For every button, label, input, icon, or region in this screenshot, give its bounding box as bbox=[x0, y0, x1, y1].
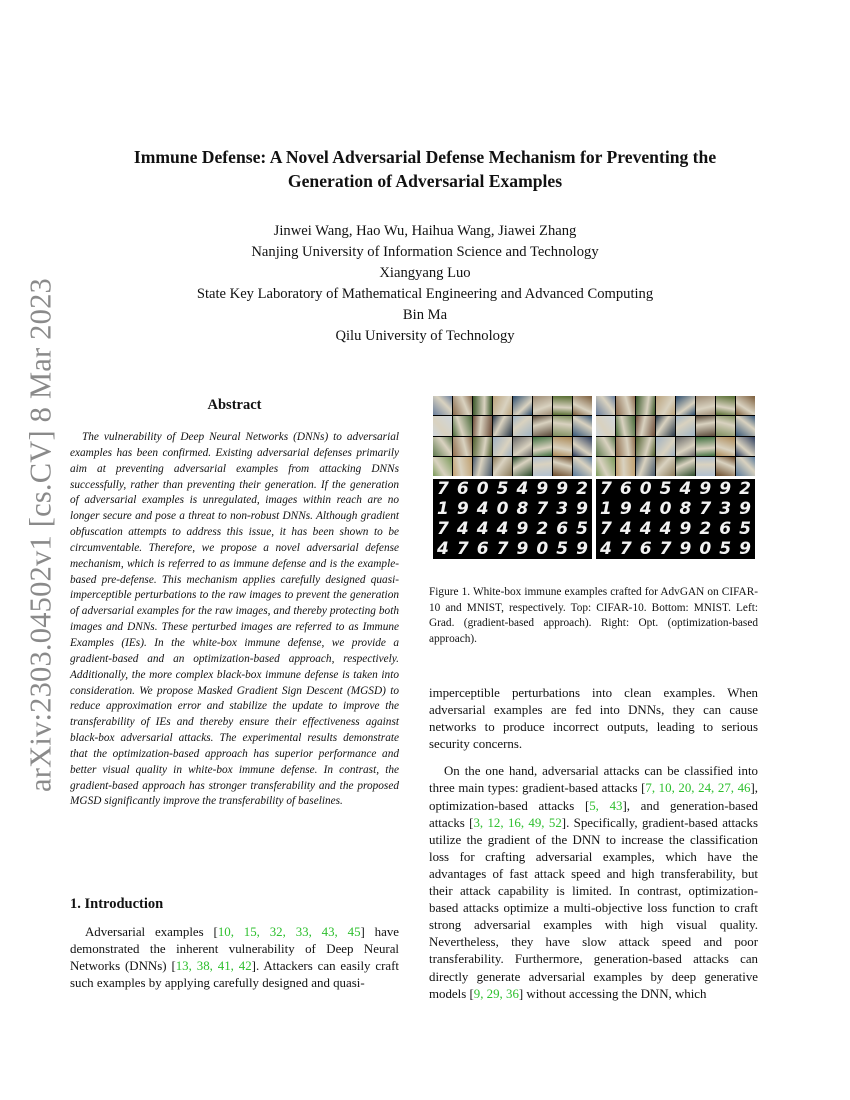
mnist-digit: 9 bbox=[576, 499, 588, 519]
mnist-digit: 5 bbox=[496, 479, 509, 499]
cifar-thumbnail bbox=[473, 437, 492, 456]
mnist-digit: 1 bbox=[600, 499, 612, 519]
cifar-thumbnail bbox=[513, 437, 532, 456]
cifar-thumbnail bbox=[573, 437, 592, 456]
affiliation-2: State Key Laboratory of Mathematical Engineering and Advanced Computing bbox=[196, 286, 654, 302]
mnist-digit: 9 bbox=[516, 519, 529, 539]
cifar-thumbnail bbox=[453, 396, 472, 415]
cifar-thumbnail bbox=[676, 396, 695, 415]
body-text: ]. Specifically, gradient-based attacks utilize the gradient of the DNN to increase the classification loss for crafting adversarial examples, which have the advantages of fast attack speed and high transferability, but their attack capability is limited. In contrast, optimization-based attacks optimize a multi-objective loss function to craft strong adversarial examples with high visual quality. Nevertheless, they have slow attack speed and poor transferability. Furthermore, generation-based attacks can directly generate adversarial examples by deep generative models [ bbox=[429, 815, 758, 1001]
authors-group-2: Xiangyang Luo bbox=[379, 265, 471, 281]
cifar-thumbnail bbox=[533, 437, 552, 456]
mnist-digit: 7 bbox=[496, 539, 509, 559]
cifar-thumbnail bbox=[573, 457, 592, 476]
intro-text: ] have demonstrated the inherent vulnerability of Deep Neural Networks (DNNs) [ bbox=[70, 925, 400, 974]
citation-link[interactable]: 3, 12, 16, 49, 52 bbox=[473, 815, 562, 830]
mnist-digit: 4 bbox=[619, 519, 632, 539]
cifar-thumbnail bbox=[553, 457, 572, 476]
figure-1-caption: Figure 1. White-box immune examples crafted for AdvGAN on CIFAR-10 and MNIST, respectively. Top: CIFAR-10. Bottom: MNIST. Left: Grad. (gradient-based approach). Right: Opt. (optimization-based approach). bbox=[429, 586, 758, 645]
mnist-digit: 4 bbox=[659, 519, 672, 539]
cifar-thumbnail bbox=[553, 416, 572, 435]
cifar-thumbnail bbox=[736, 416, 755, 435]
cifar-thumbnail bbox=[656, 457, 675, 476]
cifar-thumbnail bbox=[616, 416, 635, 435]
author-list bbox=[60, 221, 790, 347]
cifar-thumbnail bbox=[716, 437, 735, 456]
mnist-digit: 9 bbox=[576, 539, 588, 559]
introduction-heading: 1. Introduction bbox=[70, 896, 164, 912]
cifar-thumbnail bbox=[533, 457, 552, 476]
mnist-digit: 4 bbox=[600, 539, 612, 559]
cifar-thumbnail bbox=[736, 437, 755, 456]
mnist-digit: 6 bbox=[456, 479, 469, 499]
title-line-2: Generation of Adversarial Examples bbox=[287, 171, 563, 191]
body-text: ], and generation-based attacks [ bbox=[429, 798, 758, 830]
cifar-thumbnail bbox=[553, 437, 572, 456]
mnist-digit: 4 bbox=[516, 479, 529, 499]
cifar-thumbnail bbox=[573, 396, 592, 415]
mnist-digit: 7 bbox=[437, 479, 449, 499]
mnist-digit: 8 bbox=[516, 499, 529, 519]
mnist-digit: 9 bbox=[679, 519, 692, 539]
mnist-digit: 7 bbox=[659, 539, 672, 559]
cifar-thumbnail bbox=[736, 457, 755, 476]
mnist-digit: 2 bbox=[536, 519, 549, 539]
cifar-thumbnail bbox=[453, 437, 472, 456]
cifar-thumbnail bbox=[616, 457, 635, 476]
mnist-digit: 2 bbox=[699, 519, 712, 539]
mnist-digit: 0 bbox=[496, 499, 509, 519]
cifar-thumbnail bbox=[473, 396, 492, 415]
mnist-digit: 9 bbox=[516, 539, 529, 559]
mnist-digit: 7 bbox=[600, 519, 612, 539]
abstract-text: The vulnerability of Deep Neural Networks (DNNs) to adversarial examples has been confirmed. Existing adversarial defenses primarily aim at preventing adversarial examples from attacking DNNs successfully, rather than preventing their generation. If the generation of adversarial examples is unregulated, images within reach are no longer secure and pose a threat to non-robust DNNs. Although gradient obfuscation attempts to address this issue, it has been shown to be circumventable. Therefore, we propose a novel adversarial defense mechanism, which is referred to as immune defense and is the example-based pre-defense. This mechanism applies carefully designed quasi-imperceptible perturbations to the raw images to prevent the generation of adversarial examples for the raw images, and thereby protecting both images and DNNs. These perturbed images are referred to as Immune Examples (IEs). In the white-box immune defense, we provide a gradient-based and an optimization-based approach, respectively. Additionally, the more complex black-box immune defense is taken into consideration. We propose Masked Gradient Sign Descent (MGSD) to reduce approximation error and stabilize the update to improve the transferability of IEs and thereby ensure their effectiveness against black-box adversarial attacks. The experimental results demonstrate that the optimization-based approach has superior performance and better visual quality in white-box immune defense. In contrast, the gradient-based approach has stronger transferability and the proposed MGSD significantly improve the transferability of baselines. bbox=[70, 431, 399, 808]
introduction-paragraph bbox=[70, 924, 399, 992]
cifar-thumbnail bbox=[553, 396, 572, 415]
cifar-thumbnail bbox=[573, 416, 592, 435]
cifar-thumbnail bbox=[696, 416, 715, 435]
mnist-digit: 5 bbox=[556, 539, 569, 559]
mnist-grad-panel bbox=[433, 479, 592, 559]
cifar-thumbnail bbox=[636, 457, 655, 476]
cifar-thumbnail bbox=[716, 416, 735, 435]
cifar-thumbnail bbox=[596, 396, 615, 415]
citation-link[interactable]: 13, 38, 41, 42 bbox=[175, 959, 252, 974]
cifar-thumbnail bbox=[533, 396, 552, 415]
mnist-digit: 6 bbox=[556, 519, 569, 539]
mnist-digit: 4 bbox=[639, 519, 652, 539]
cifar-thumbnail bbox=[696, 396, 715, 415]
mnist-digit: 3 bbox=[719, 499, 732, 519]
cifar-thumbnail bbox=[453, 416, 472, 435]
mnist-digit: 4 bbox=[496, 519, 509, 539]
right-column-text bbox=[429, 685, 758, 1003]
mnist-digit: 7 bbox=[437, 519, 449, 539]
mnist-digit: 4 bbox=[476, 499, 489, 519]
cifar-thumbnail bbox=[656, 416, 675, 435]
mnist-digit: 9 bbox=[556, 479, 569, 499]
cifar-thumbnail bbox=[473, 457, 492, 476]
abstract-heading: Abstract bbox=[207, 397, 262, 413]
cifar-thumbnail bbox=[656, 396, 675, 415]
mnist-digit: 4 bbox=[456, 519, 469, 539]
citation-link[interactable]: 7, 10, 20, 24, 27, 46 bbox=[645, 781, 751, 796]
intro-text: ]. Attackers can easily craft such examples by applying carefully designed and quasi- bbox=[70, 959, 399, 991]
citation-link[interactable]: 10, 15, 32, 33, 43, 45 bbox=[217, 925, 361, 939]
cifar-thumbnail bbox=[513, 457, 532, 476]
intro-text: Adversarial examples [ bbox=[85, 925, 218, 939]
mnist-digit: 6 bbox=[476, 539, 489, 559]
mnist-digit: 6 bbox=[639, 539, 652, 559]
cifar-thumbnail bbox=[596, 437, 615, 456]
mnist-digit: 0 bbox=[476, 479, 489, 499]
citation-link[interactable]: 9, 29, 36 bbox=[473, 986, 519, 1001]
paper-title bbox=[60, 145, 790, 193]
mnist-opt-panel bbox=[596, 479, 755, 559]
mnist-digit: 7 bbox=[456, 539, 469, 559]
mnist-digit: 9 bbox=[739, 539, 751, 559]
cifar-thumbnail bbox=[513, 396, 532, 415]
cifar-thumbnail bbox=[716, 396, 735, 415]
cifar-thumbnail bbox=[696, 457, 715, 476]
cifar-thumbnail bbox=[493, 416, 512, 435]
affiliation-3: Qilu University of Technology bbox=[335, 328, 515, 344]
right-paragraph-1: imperceptible perturbations into clean examples. When adversarial examples are fed into DNNs, they can cause networks to produce incorrect outputs, leading to serious security concerns. bbox=[429, 686, 758, 752]
mnist-digit: 2 bbox=[576, 479, 588, 499]
cifar-thumbnail bbox=[696, 437, 715, 456]
mnist-digit: 5 bbox=[739, 519, 751, 539]
cifar-thumbnail bbox=[616, 437, 635, 456]
cifar-thumbnail bbox=[616, 396, 635, 415]
mnist-digit: 5 bbox=[659, 479, 672, 499]
cifar-thumbnail bbox=[493, 437, 512, 456]
cifar-thumbnail bbox=[676, 437, 695, 456]
mnist-digit: 2 bbox=[739, 479, 751, 499]
cifar-thumbnail bbox=[493, 457, 512, 476]
mnist-digit: 0 bbox=[699, 539, 712, 559]
mnist-digit: 8 bbox=[679, 499, 692, 519]
title-block bbox=[60, 145, 790, 347]
cifar-thumbnail bbox=[473, 416, 492, 435]
cifar-thumbnail bbox=[656, 437, 675, 456]
mnist-digit: 0 bbox=[639, 479, 652, 499]
mnist-digit: 0 bbox=[659, 499, 672, 519]
cifar-thumbnail bbox=[533, 416, 552, 435]
body-text: ], optimization-based attacks [ bbox=[429, 781, 759, 813]
body-text: On the one hand, adversarial attacks can be classified into three main types: gradient-based attacks [ bbox=[429, 764, 758, 796]
mnist-digit: 7 bbox=[619, 539, 632, 559]
mnist-digit: 9 bbox=[456, 499, 469, 519]
mnist-digit: 4 bbox=[639, 499, 652, 519]
arxiv-stamp bbox=[18, 278, 64, 792]
mnist-digit: 1 bbox=[437, 499, 449, 519]
mnist-digit: 4 bbox=[679, 479, 692, 499]
mnist-digit: 9 bbox=[679, 539, 692, 559]
figure-1 bbox=[433, 396, 757, 559]
arxiv-identifier: arXiv:2303.04502v1 [cs.CV] 8 Mar 2023 bbox=[23, 278, 58, 792]
mnist-digit: 4 bbox=[437, 539, 449, 559]
cifar-opt-panel bbox=[596, 396, 755, 476]
authors-group-3: Bin Ma bbox=[402, 307, 448, 323]
mnist-digit: 9 bbox=[619, 499, 632, 519]
cifar-thumbnail bbox=[676, 416, 695, 435]
cifar-thumbnail bbox=[636, 416, 655, 435]
mnist-digit: 7 bbox=[699, 499, 712, 519]
affiliation-1: Nanjing University of Information Science and Technology bbox=[251, 244, 599, 260]
mnist-digit: 6 bbox=[619, 479, 632, 499]
cifar-thumbnail bbox=[433, 437, 452, 456]
mnist-digit: 9 bbox=[699, 479, 712, 499]
cifar-thumbnail bbox=[433, 457, 452, 476]
mnist-digit: 5 bbox=[719, 539, 732, 559]
mnist-digit: 9 bbox=[739, 499, 751, 519]
cifar-grad-panel bbox=[433, 396, 592, 476]
mnist-digit: 0 bbox=[536, 539, 549, 559]
cifar-thumbnail bbox=[636, 437, 655, 456]
cifar-thumbnail bbox=[636, 396, 655, 415]
title-line-1: Immune Defense: A Novel Adversarial Defense Mechanism for Preventing the bbox=[133, 147, 717, 167]
citation-link[interactable]: 5, 43 bbox=[589, 798, 623, 813]
right-paragraph-2 bbox=[429, 763, 758, 1002]
cifar-thumbnail bbox=[716, 457, 735, 476]
mnist-digit: 7 bbox=[600, 479, 612, 499]
mnist-digit: 5 bbox=[576, 519, 588, 539]
mnist-digit: 7 bbox=[536, 499, 549, 519]
mnist-digit: 3 bbox=[556, 499, 569, 519]
mnist-digit: 9 bbox=[719, 479, 732, 499]
cifar-thumbnail bbox=[433, 396, 452, 415]
body-text: ] without accessing the DNN, which bbox=[518, 986, 707, 1001]
mnist-digit: 4 bbox=[476, 519, 489, 539]
cifar-thumbnail bbox=[736, 396, 755, 415]
mnist-digit: 9 bbox=[536, 479, 549, 499]
cifar-thumbnail bbox=[433, 416, 452, 435]
cifar-thumbnail bbox=[596, 416, 615, 435]
cifar-thumbnail bbox=[513, 416, 532, 435]
authors-group-1: Jinwei Wang, Hao Wu, Haihua Wang, Jiawei Zhang bbox=[273, 223, 577, 239]
cifar-thumbnail bbox=[596, 457, 615, 476]
mnist-digit: 6 bbox=[719, 519, 732, 539]
cifar-thumbnail bbox=[676, 457, 695, 476]
cifar-thumbnail bbox=[453, 457, 472, 476]
cifar-thumbnail bbox=[493, 396, 512, 415]
